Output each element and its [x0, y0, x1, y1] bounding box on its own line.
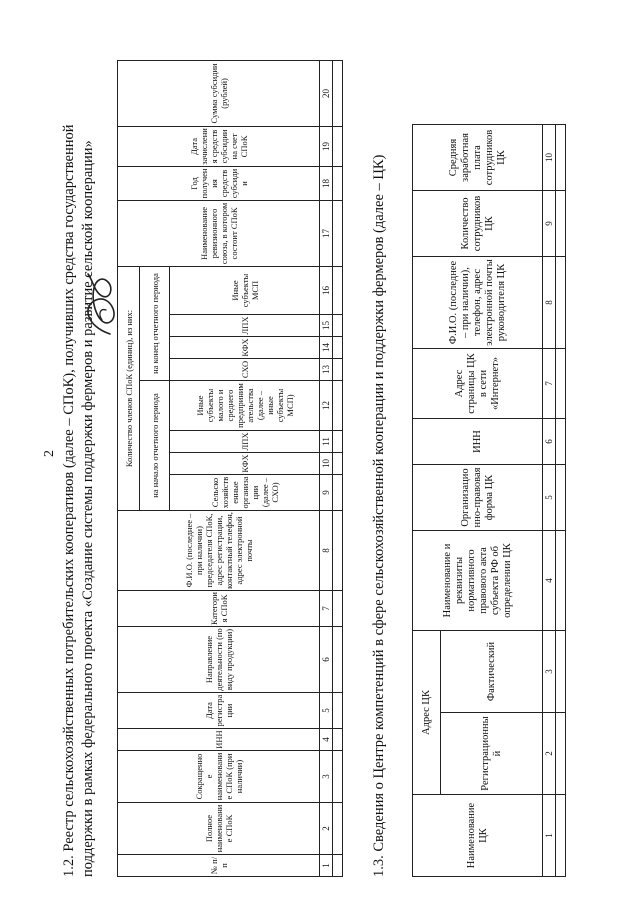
col-header-category: Категория СПоК	[118, 591, 320, 627]
col-header-cc-website: Адрес страницы ЦК в сети «Интернет»	[413, 349, 543, 419]
column-number: 19	[320, 126, 333, 166]
spok-registry-table	[117, 60, 343, 877]
col-header-inn: ИНН	[118, 729, 320, 751]
col-header-lph-end: ЛПХ	[170, 315, 320, 337]
column-number: 8	[543, 257, 556, 349]
column-number: 13	[320, 359, 333, 381]
column-number: 9	[543, 191, 556, 257]
col-header-cc-avg-salary: Средняя заработная плата сотрудников ЦК	[413, 125, 543, 191]
column-number: 14	[320, 337, 333, 359]
section-1-2-heading: 1.2. Реестр сельскохозяйственных потребительских кооперативов (далее – СПоК), получивших средства государственной поддержки в рамках федерального проекта «Создание системы поддержки фермеров и развитие сельской кооперации»	[61, 124, 96, 877]
col-header-subsidy-year: Год получения средств субсидии	[118, 166, 320, 200]
col-header-sho-start: Сельскохозяйственные организации (далее – СХО)	[170, 475, 320, 511]
col-header-activity: Направление деятельности (по виду продукции)	[118, 627, 320, 693]
competence-center-table	[412, 124, 566, 877]
col-header-cc-address-group: Адрес ЦК	[413, 631, 441, 795]
column-number: 18	[320, 166, 333, 200]
column-number: 1	[320, 855, 333, 877]
col-header-number: № п/п	[118, 855, 320, 877]
column-number: 17	[320, 200, 333, 266]
col-header-lph-start: ЛПХ	[170, 431, 320, 453]
col-header-cc-legal-form: Организационно-правовая форма ЦК	[413, 465, 543, 531]
column-number: 11	[320, 431, 333, 453]
col-header-cc-reg-address: Регистрационный	[441, 713, 543, 795]
col-header-cc-name: Наименование ЦК	[413, 795, 543, 877]
col-header-subsidy-sum: Сумма субсидии (рублей)	[118, 60, 320, 126]
column-number: 3	[320, 751, 333, 803]
col-header-cc-staff-count: Количество сотрудников ЦК	[413, 191, 543, 257]
column-number: 10	[320, 453, 333, 475]
column-number: 7	[320, 591, 333, 627]
column-number: 2	[543, 713, 556, 795]
column-number: 7	[543, 349, 556, 419]
column-number: 10	[543, 125, 556, 191]
col-header-credit-date: Дата зачисления средств субсидии на счет СПоК	[118, 126, 320, 166]
column-number: 5	[543, 465, 556, 531]
col-header-reg-date: Дата регистрации	[118, 693, 320, 729]
col-header-cc-inn: ИНН	[413, 419, 543, 465]
column-number: 4	[543, 531, 556, 631]
col-header-kfh-start: КФХ	[170, 453, 320, 475]
column-number: 9	[320, 475, 333, 511]
column-number: 8	[320, 511, 333, 591]
column-number: 4	[320, 729, 333, 751]
col-header-msp-end: Иные субъекты МСП	[170, 266, 320, 314]
col-header-start-period: на начало отчетного периода	[140, 381, 170, 511]
column-number: 12	[320, 381, 333, 431]
column-number: 5	[320, 693, 333, 729]
column-number: 1	[543, 795, 556, 877]
col-header-chairman: Ф.И.О. (последнее – при наличии) председателя СПоК, адрес регистрации, контактный телефон, адрес электронной почты	[118, 511, 320, 591]
col-header-members-group: Количество членов СПоК (единиц), из них:	[118, 266, 140, 510]
column-number-row	[543, 125, 556, 877]
column-number: 20	[320, 60, 333, 126]
col-header-kfh-end: КФХ	[170, 337, 320, 359]
column-number: 2	[320, 803, 333, 855]
empty-data-row	[333, 60, 343, 876]
col-header-cc-head: Ф.И.О. (последнее – при наличии), телефон, адрес электронной почты руководителя ЦК	[413, 257, 543, 349]
col-header-msp-start: Иные субъекты малого и среднего предпринимательства (далее – иные субъекты МСП)	[170, 381, 320, 431]
empty-data-row	[556, 125, 566, 877]
col-header-short-name: Сокращенное наименование СПоК (при наличии)	[118, 751, 320, 803]
col-header-cc-actual-address: Фактический	[441, 631, 543, 713]
col-header-cc-legal-act: Наименование и реквизиты нормативного правового акта субъекта РФ об определении ЦК	[413, 531, 543, 631]
page-number: 2	[42, 450, 57, 457]
col-header-sho-end: СХО	[170, 359, 320, 381]
column-number: 3	[543, 631, 556, 713]
column-number: 6	[543, 419, 556, 465]
col-header-full-name: Полное наименование СПоК	[118, 803, 320, 855]
handwritten-signature	[80, 270, 124, 340]
col-header-end-period: на конец отчетного периода	[140, 266, 170, 380]
column-number: 6	[320, 627, 333, 693]
section-1-3-heading: 1.3. Сведения о Центре компетенций в сфере сельскохозяйственной кооперации и поддержки фермеров (далее – ЦК)	[371, 154, 387, 877]
column-number: 16	[320, 266, 333, 314]
column-number-row	[320, 60, 333, 876]
col-header-audit-union: Наименование ревизионного союза, в котором состоит СПоК	[118, 200, 320, 266]
column-number: 15	[320, 315, 333, 337]
